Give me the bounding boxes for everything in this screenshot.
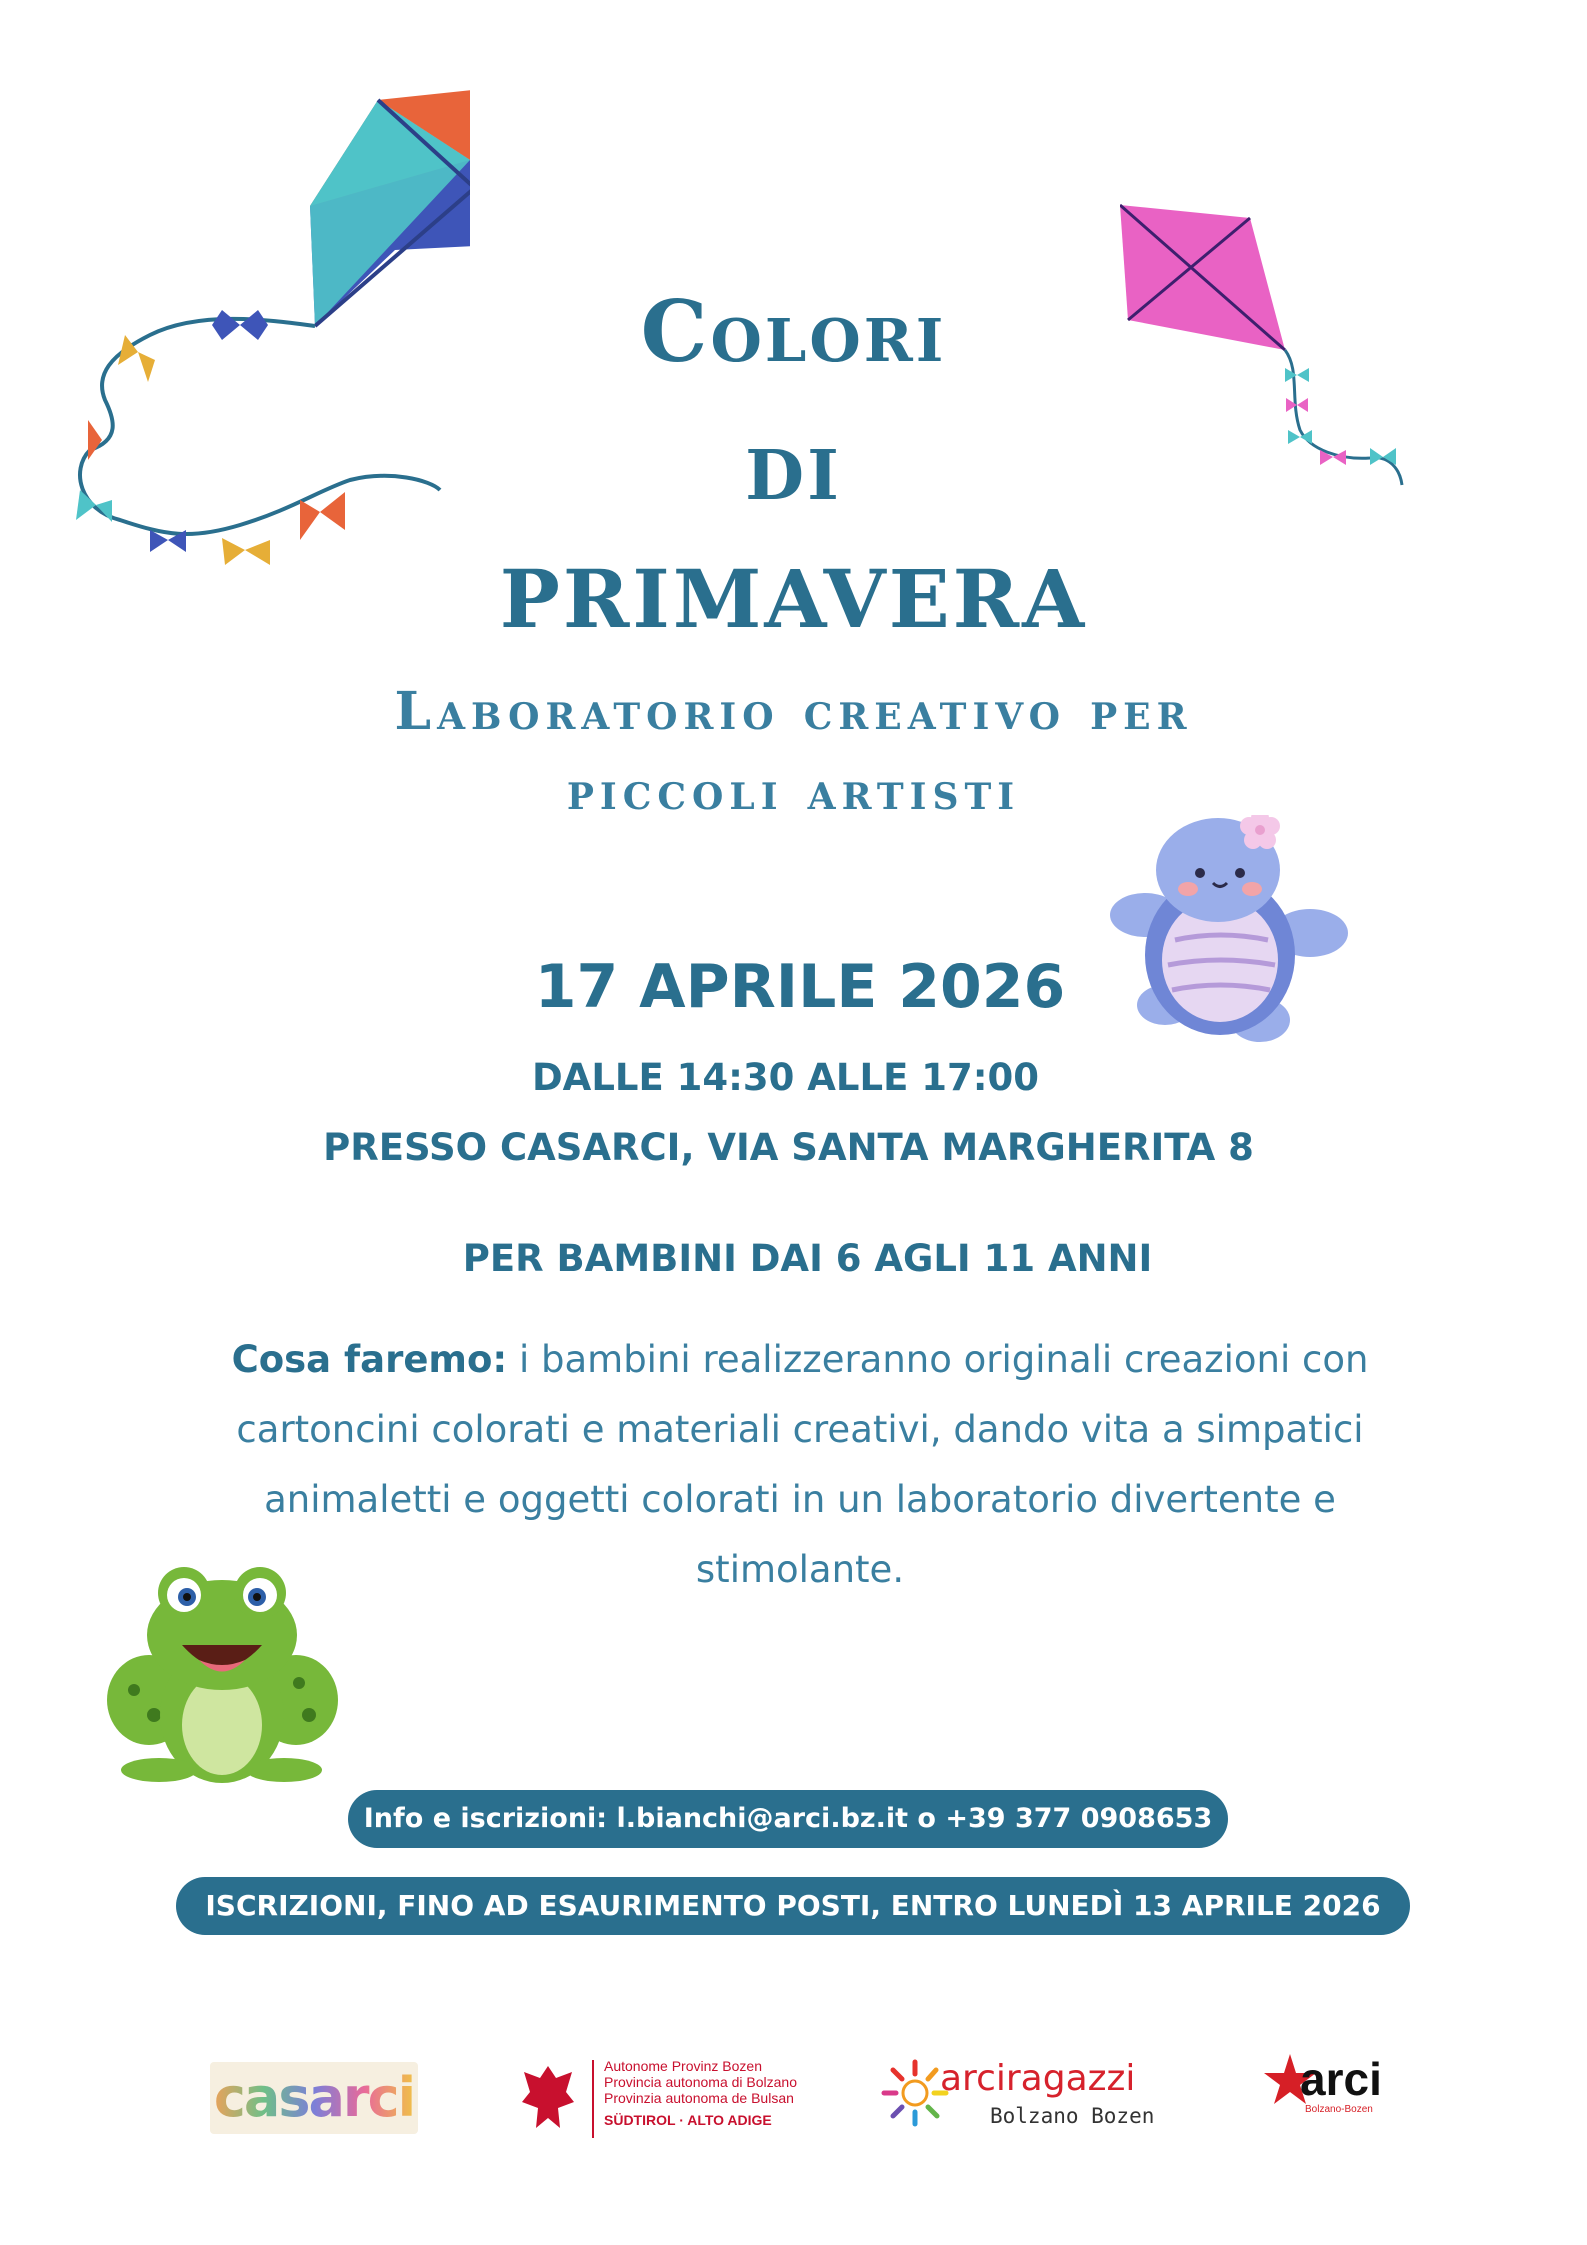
casarci-logo-text: casarci <box>213 2066 415 2129</box>
province-eagle-icon <box>520 2062 576 2132</box>
arciragazzi-logo-text: arciragazzi <box>940 2058 1136 2099</box>
description <box>220 1325 1380 1605</box>
arciragazzi-logo-subtext: Bolzano Bozen <box>990 2104 1155 2128</box>
arci-logo-text: arci <box>1300 2053 1382 2105</box>
subtitle-line-1: Laboratorio creativo per <box>394 681 1193 742</box>
subtitle-line-2: piccoli artisti <box>566 761 1021 822</box>
event-place: PRESSO CASARCI, VIA SANTA MARGHERITA 8 <box>323 1126 1254 1169</box>
description-lead: Cosa faremo: <box>231 1338 508 1381</box>
province-line-4: SÜDTIROL · ALTO ADIGE <box>604 2112 772 2128</box>
title-line-1: Colori <box>640 282 947 381</box>
event-date: 17 APRILE 2026 <box>534 952 1066 1022</box>
casarci-logo <box>210 2062 418 2134</box>
province-logo-text <box>604 2058 824 2128</box>
province-line-3: Provinzia autonoma de Bulsan <box>604 2090 794 2106</box>
title-line-3: PRIMAVERA <box>499 552 1088 646</box>
frog-illustration <box>104 1565 344 1790</box>
province-divider <box>592 2060 594 2138</box>
province-line-2: Provincia autonoma di Bolzano <box>604 2074 798 2090</box>
event-time: DALLE 14:30 ALLE 17:00 <box>531 1056 1040 1099</box>
description-text: i bambini realizzeranno originali creazioni con cartoncini colorati e materiali creativi, dando vita a simpatici animaletti e oggetti colorati in un laboratorio divertente e stimolante. <box>236 1338 1369 1591</box>
registration-deadline-banner: ISCRIZIONI, FINO AD ESAURIMENTO POSTI, ENTRO LUNEDÌ 13 APRILE 2026 <box>176 1877 1410 1935</box>
province-line-1: Autonome Provinz Bozen <box>604 2058 762 2074</box>
title-line-2: DI <box>745 436 842 516</box>
arci-logo-subtext: Bolzano-Bozen <box>1305 2104 1373 2115</box>
contact-info-banner: Info e iscrizioni: l.bianchi@arci.bz.it o +39 377 0908653 <box>348 1790 1228 1848</box>
event-age-range: PER BAMBINI DAI 6 AGLI 11 ANNI <box>462 1237 1153 1280</box>
